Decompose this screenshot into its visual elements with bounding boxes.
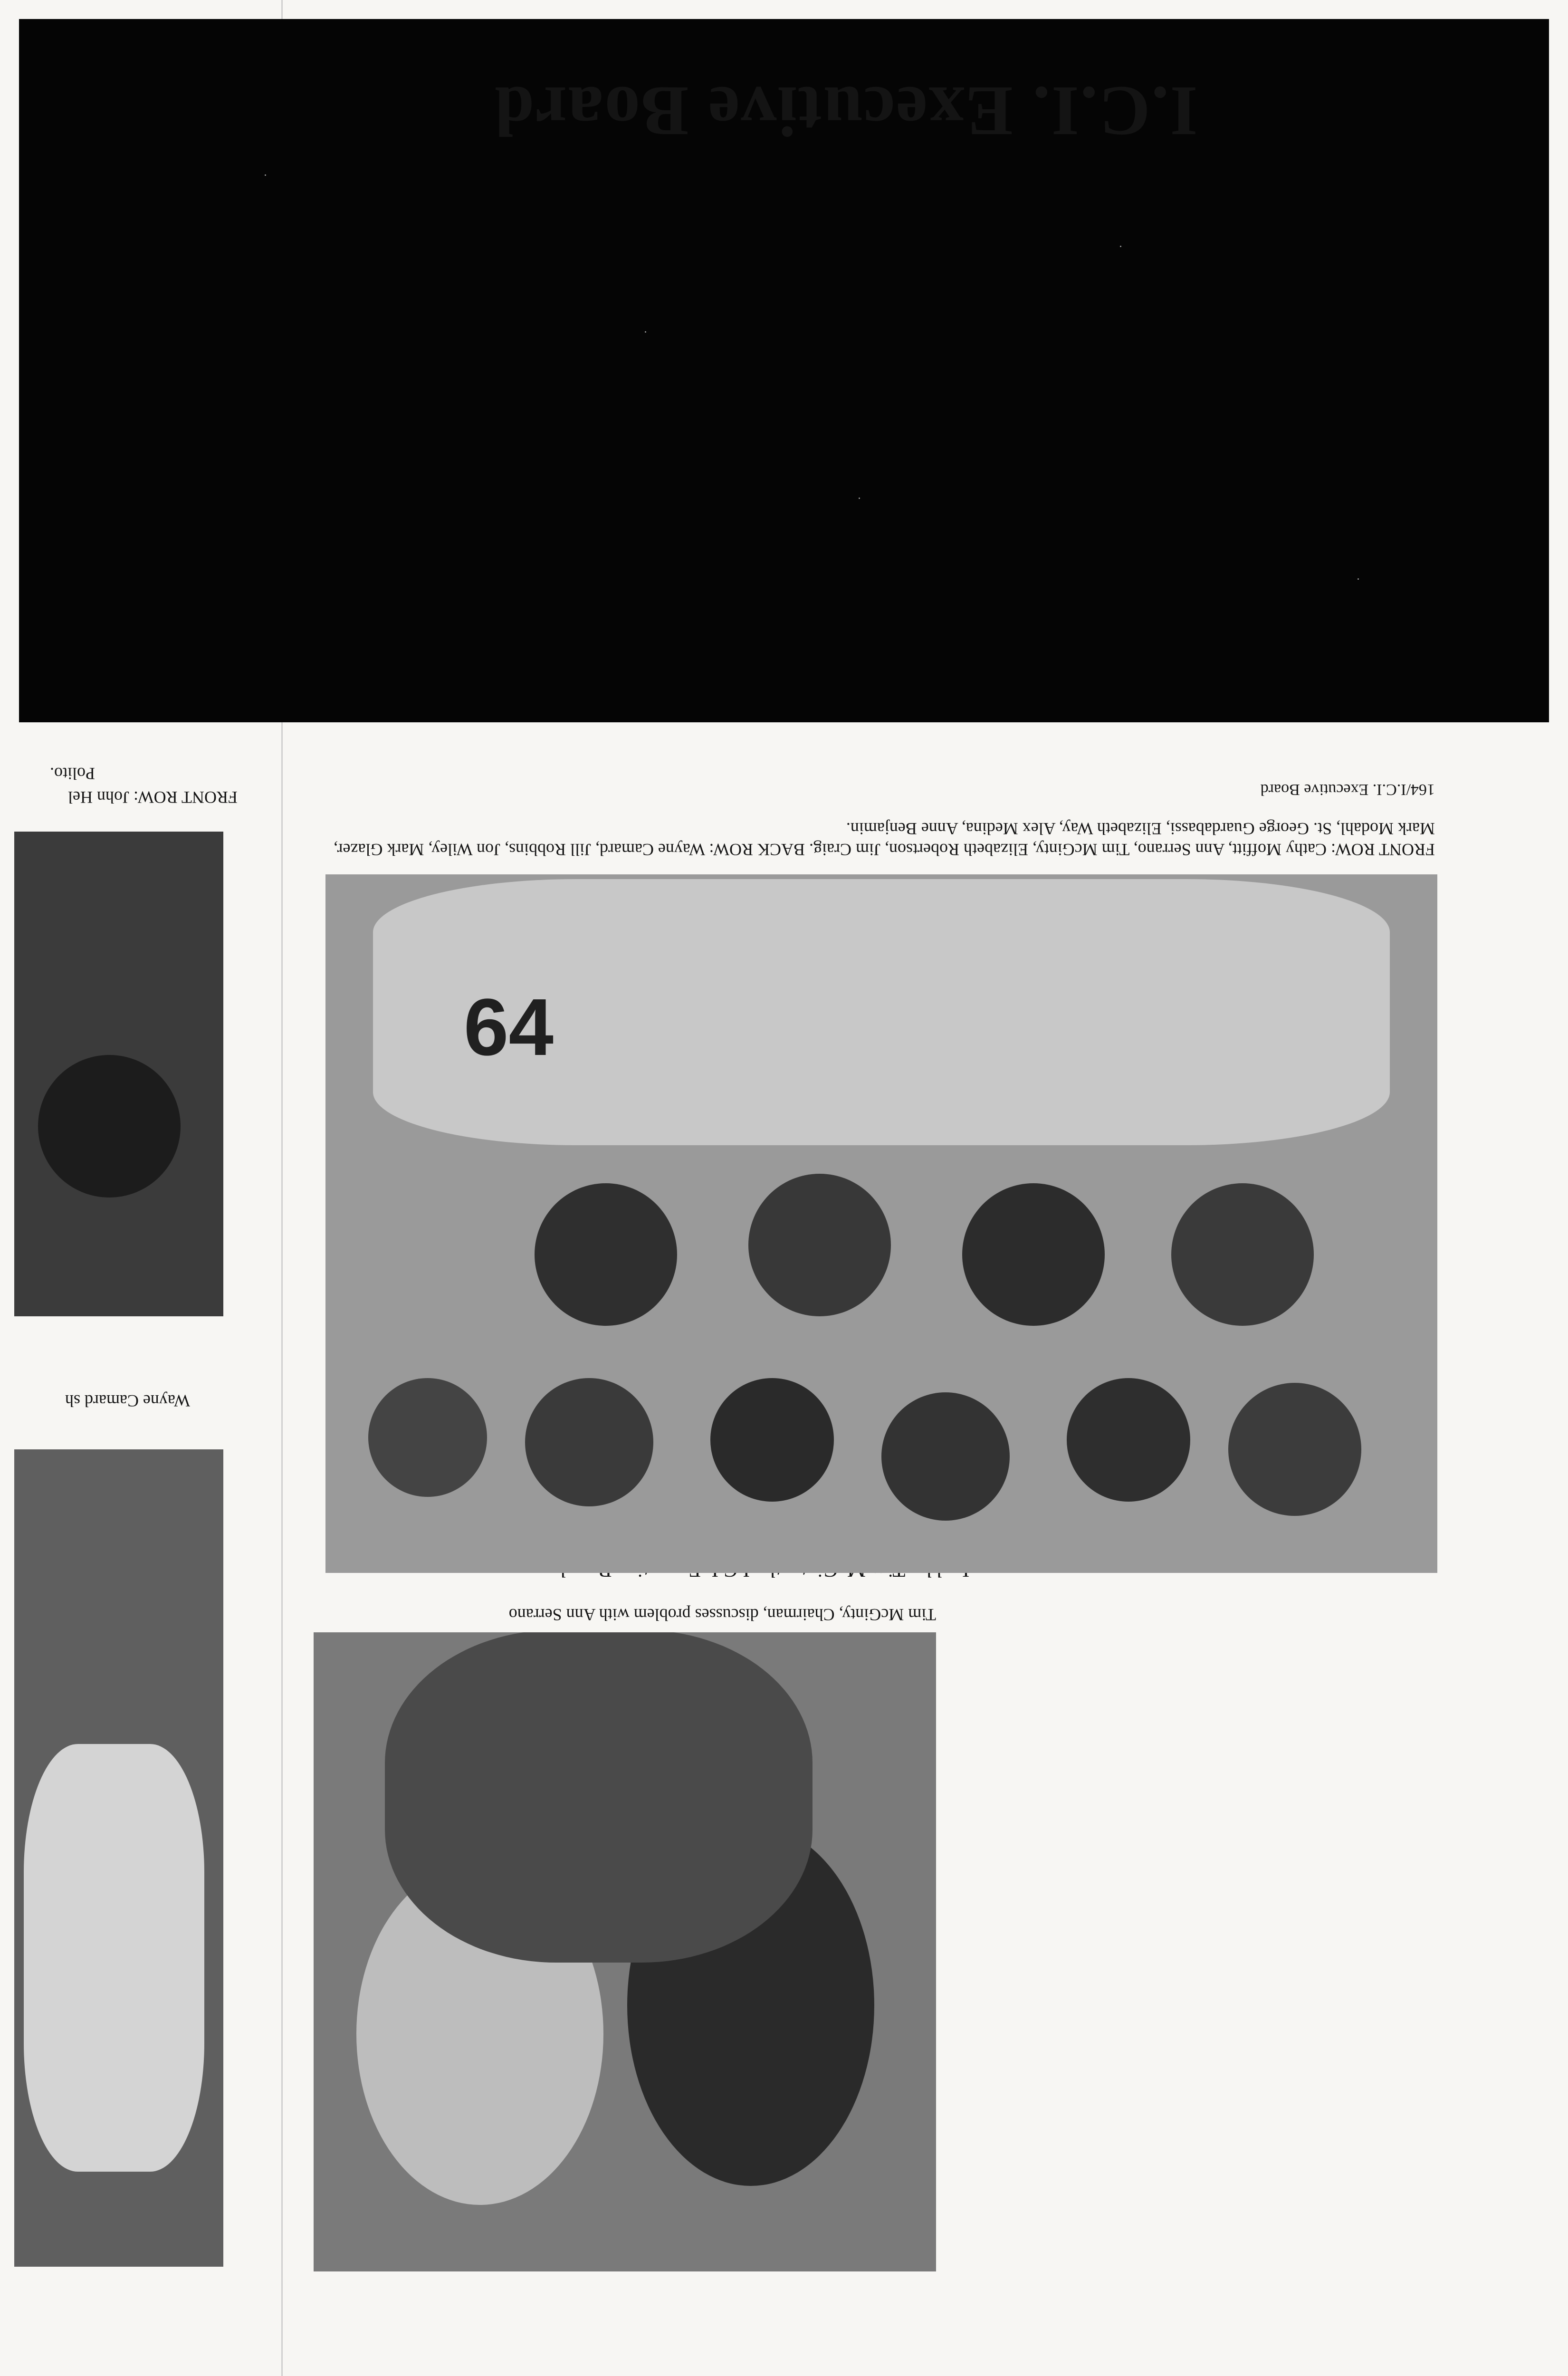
facing-front-row-2: Polito. <box>49 764 95 783</box>
photo-caption-group: FRONT ROW: Cathy Moffitt, Ann Serrano, Tim McGinty, Elizabeth Robertson, Jim Craig. BACK ROW: Wayne Camard, Jill Robbins, Jon Wiley, Mark Glazer, Mark Modahl, St. George Guardabassi, Elizabeth Way, Alex Medina, Anne Benjamin. <box>333 819 1435 859</box>
photo-mcginty-serrano <box>314 1632 936 2271</box>
photo-facing-bottom <box>14 832 223 1316</box>
jersey-number: 64 <box>463 982 554 1073</box>
photo-facing-top <box>14 1449 223 2267</box>
photo-caption-pair: Tim McGinty, Chairman, discusses problem with Ann Serrano <box>508 1605 936 1624</box>
page-folio: 164/I.C.I. Executive Board <box>1260 781 1435 798</box>
facing-caption: Wayne Camard sh <box>65 1391 190 1410</box>
facing-front-row: FRONT ROW: John Hel <box>67 788 238 807</box>
photo-group-board <box>325 874 1437 1573</box>
page-title: I.C.I. Executive Board <box>494 72 1198 151</box>
